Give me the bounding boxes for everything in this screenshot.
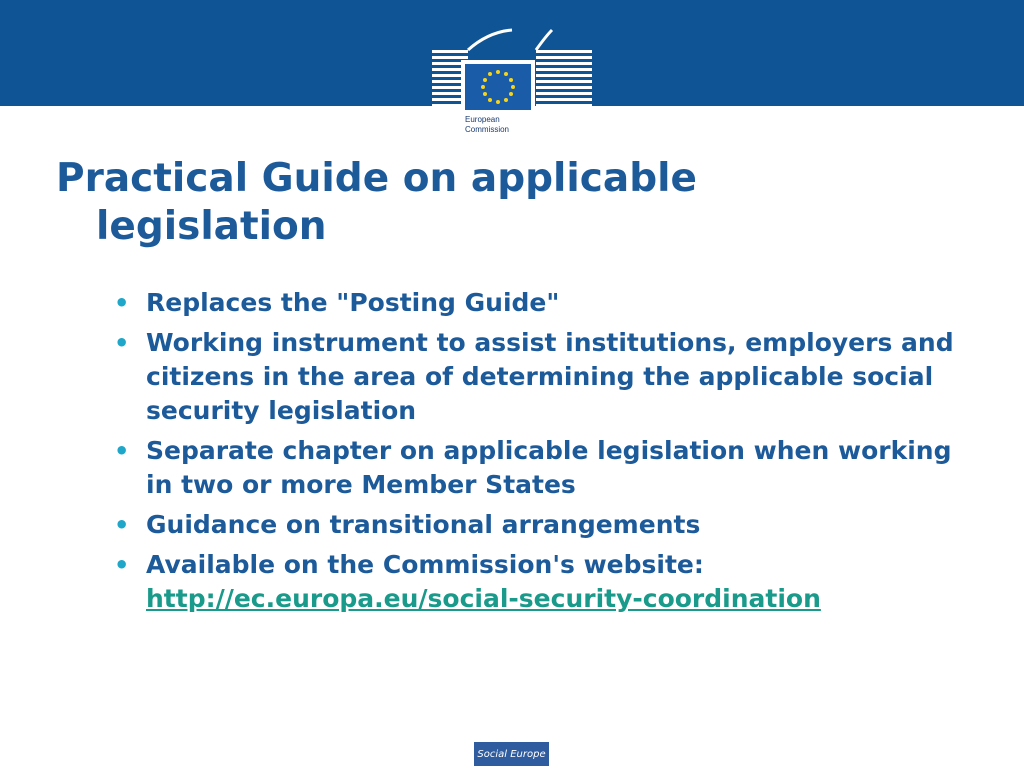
svg-text:European: European [465, 115, 500, 124]
bullet-item [112, 508, 972, 542]
slide-title-line2: legislation [96, 204, 327, 249]
bullet-text: Replaces the "Posting Guide" [146, 288, 560, 317]
bullet-text: Working instrument to assist institutions, employers and citizens in the area of determining the applicable social security legislation [146, 328, 954, 425]
svg-text:Commission: Commission [465, 125, 510, 134]
bullet-item [112, 548, 972, 616]
bullet-item [112, 326, 972, 428]
bullet-dot: • [114, 551, 130, 579]
bullet-text: Guidance on transitional arrangements [146, 510, 701, 539]
slide-title-line1: Practical Guide on applicable [56, 156, 697, 201]
bullet-dot: • [114, 437, 130, 465]
bullet-text: Available on the Commission's website: [146, 550, 704, 579]
slide-title [56, 155, 956, 251]
european-commission-logo [428, 28, 596, 144]
bullet-item [112, 286, 972, 320]
bullet-item [112, 434, 972, 502]
bullet-dot: • [114, 511, 130, 539]
bullet-list [112, 286, 972, 622]
social-europe-badge: Social Europe [474, 742, 549, 766]
bullet-dot: • [114, 289, 130, 317]
commission-website-link[interactable]: http://ec.europa.eu/social-security-coordination [146, 584, 821, 613]
bullet-dot: • [114, 329, 130, 357]
bullet-text: Separate chapter on applicable legislation when working in two or more Member States [146, 436, 952, 499]
